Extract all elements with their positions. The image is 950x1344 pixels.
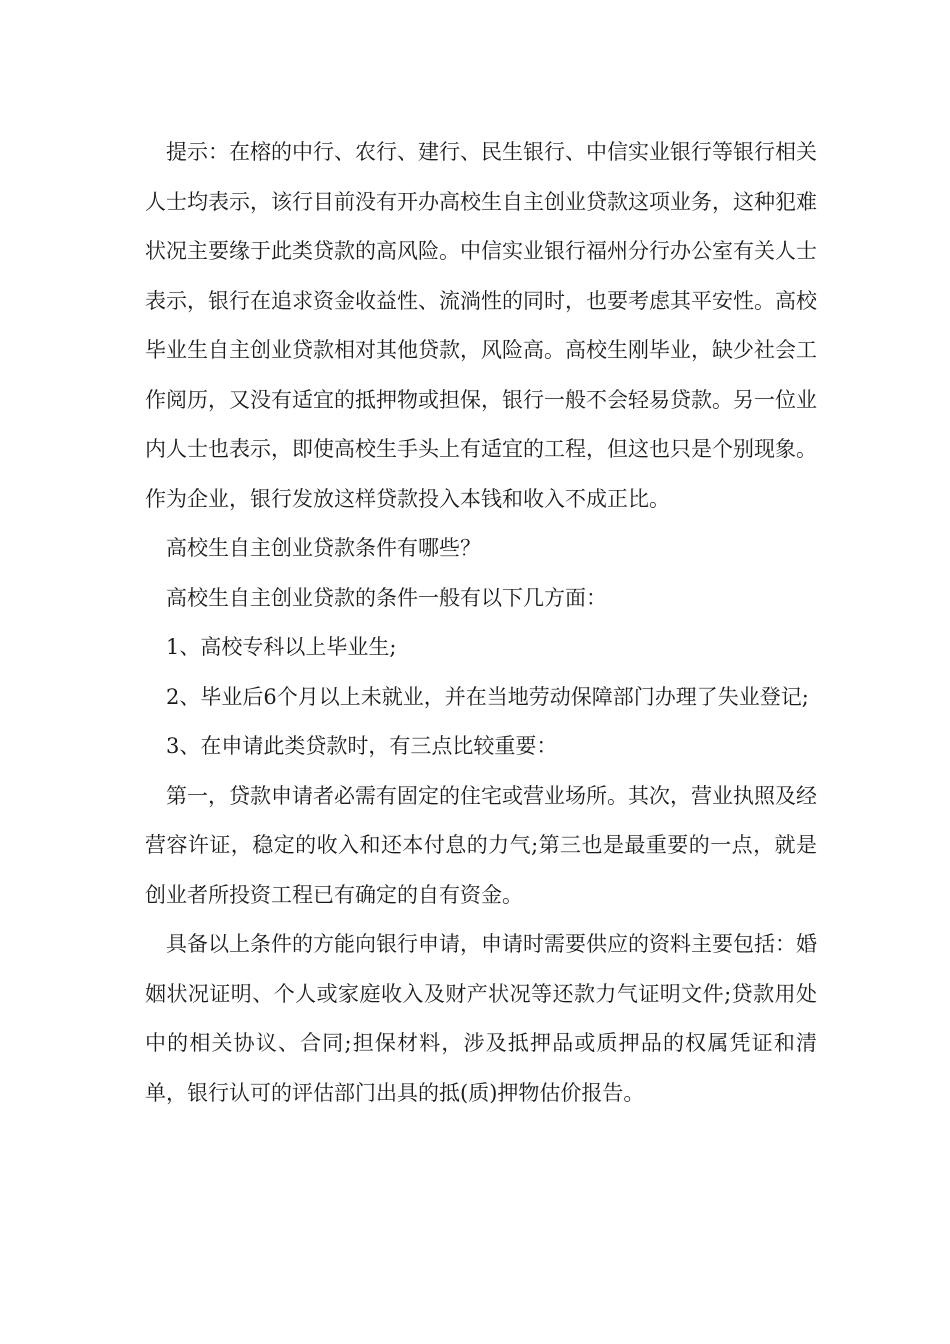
paragraph-intro: 提示：在榕的中行、农行、建行、民生银行、中信实业银行等银行相关人士均表示，该行目前没有开办高校生自主创业贷款这项业务，这种犯难状况主要缘于此类贷款的高风险。中信实业银行福州分行办公室有关人士表示，银行在追求资金收益性、流淌性的同时，也要考虑其平安性。高校毕业生自主创业贷款相对其他贷款，风险高。高校生刚毕业，缺少社会工作阅历，又没有适宜的抵押物或担保，银行一般不会轻易贷款。另一位业内人士也表示，即使高校生手头上有适宜的工程，但这也只是个别现象。作为企业，银行发放这样贷款投入本钱和收入不成正比。 <box>145 140 817 511</box>
document-body <box>145 128 817 1118</box>
paragraph-condition-1: 1、高校专科以上毕业生; <box>166 635 397 659</box>
paragraph-condition-3: 3、在申请此类贷款时，有三点比较重要： <box>166 734 558 758</box>
paragraph-application-materials: 具备以上条件的方能向银行申请，申请时需要供应的资料主要包括：婚姻状况证明、个人或家庭收入及财产状况等还款力气证明文件;贷款用处中的相关协议、合同;担保材料，涉及抵押品或质押品的权属凭证和清单，银行认可的评估部门出具的抵(质)押物估价报告。 <box>145 932 817 1105</box>
paragraph-condition-2: 2、毕业后6个月以上未就业，并在当地劳动保障部门办理了失业登记; <box>166 684 809 709</box>
paragraph-requirements-detail: 第一，贷款申请者必需有固定的住宅或营业场所。其次，营业执照及经营容许证，稳定的收入和还本付息的力气;第三也是最重要的一点，就是创业者所投资工程已有确定的自有资金。 <box>145 783 817 907</box>
paragraph-conditions-intro: 高校生自主创业贷款的条件一般有以下几方面： <box>166 585 607 610</box>
paragraph-question: 高校生自主创业贷款条件有哪些？ <box>166 536 481 560</box>
